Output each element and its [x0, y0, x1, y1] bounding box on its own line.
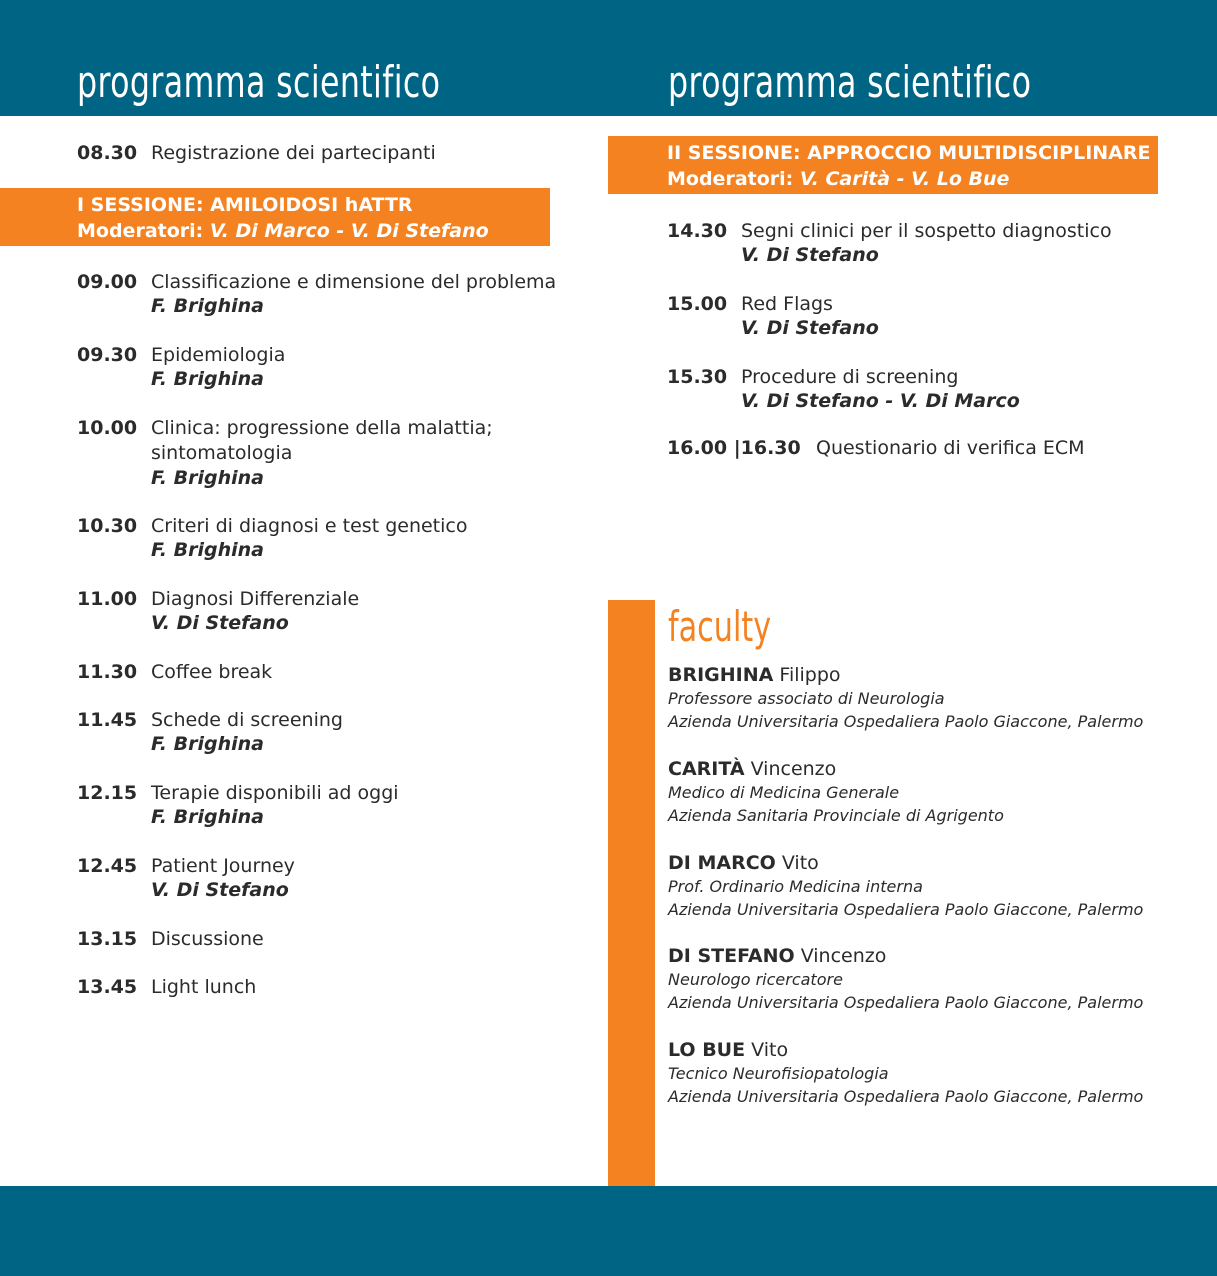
- faculty-member: [668, 757, 1004, 827]
- time: 09.00: [77, 271, 138, 293]
- title: Patient Journey: [151, 855, 295, 877]
- surname: BRIGHINA: [668, 664, 774, 686]
- title: Criteri di diagnosi e test genetico: [151, 515, 468, 537]
- moderators-names: V. Carità - V. Lo Bue: [799, 168, 1010, 190]
- title: Discussione: [151, 928, 264, 950]
- time: 16.00 |16.30: [667, 437, 801, 459]
- title: Epidemiologia: [151, 344, 286, 366]
- speaker: V. Di Stefano - V. Di Marco: [741, 390, 1020, 412]
- title: Terapie disponibili ad oggi: [151, 782, 399, 804]
- speaker: V. Di Stefano: [151, 879, 289, 901]
- time: 10.30: [77, 515, 138, 537]
- time: 09.30: [77, 344, 138, 366]
- title: Questionario di verifica ECM: [816, 437, 1085, 459]
- time: 08.30: [77, 142, 138, 164]
- session-1-header: [0, 188, 550, 246]
- session-moderators: [667, 166, 1158, 192]
- page-title-right: programma scientifico: [668, 57, 1032, 108]
- time: 11.30: [77, 661, 138, 683]
- title: Red Flags: [741, 293, 833, 315]
- member-name: [668, 757, 1004, 781]
- surname: DI STEFANO: [668, 945, 795, 967]
- first-name: Vincenzo: [750, 758, 837, 780]
- surname: CARITÀ: [668, 758, 745, 780]
- speaker: F. Brighina: [151, 806, 264, 828]
- title: Registrazione dei partecipanti: [151, 142, 436, 164]
- title: Light lunch: [151, 976, 257, 998]
- title: Diagnosi Differenziale: [151, 588, 360, 610]
- member-institution: Azienda Universitaria Ospedaliera Paolo Giaccone, Palermo: [668, 900, 1144, 919]
- member-institution: Azienda Universitaria Ospedaliera Paolo Giaccone, Palermo: [668, 993, 1144, 1012]
- time: 10.00: [77, 417, 138, 439]
- first-name: Vito: [781, 852, 819, 874]
- time: 15.30: [667, 366, 728, 388]
- faculty-accent-bar: [608, 600, 655, 1186]
- time: 12.45: [77, 855, 138, 877]
- speaker: V. Di Stefano: [741, 244, 879, 266]
- member-institution: Azienda Universitaria Ospedaliera Paolo Giaccone, Palermo: [668, 712, 1144, 731]
- time: 13.45: [77, 976, 138, 998]
- time: 12.15: [77, 782, 138, 804]
- member-institution: Azienda Sanitaria Provinciale di Agrigento: [668, 806, 1004, 825]
- member-role: Professore associato di Neurologia: [668, 689, 945, 708]
- session-moderators: [77, 218, 550, 244]
- title: Schede di screening: [151, 709, 343, 731]
- member-institution: Azienda Universitaria Ospedaliera Paolo Giaccone, Palermo: [668, 1087, 1144, 1106]
- moderators-label: Moderatori:: [77, 220, 204, 242]
- session-2-header: [608, 136, 1158, 194]
- member-name: [668, 851, 1143, 875]
- member-name: [668, 663, 1143, 687]
- first-name: Filippo: [779, 664, 841, 686]
- time: 15.00: [667, 293, 728, 315]
- title: Classificazione e dimensione del problema: [151, 271, 557, 293]
- faculty-member: [668, 851, 1143, 921]
- moderators-names: V. Di Marco - V. Di Stefano: [209, 220, 489, 242]
- speaker: F. Brighina: [151, 467, 264, 489]
- footer-band: [0, 1186, 1217, 1276]
- speaker: V. Di Stefano: [151, 612, 289, 634]
- member-role: Tecnico Neurofisiopatologia: [668, 1064, 889, 1083]
- moderators-label: Moderatori:: [667, 168, 794, 190]
- time: 11.45: [77, 709, 138, 731]
- speaker: F. Brighina: [151, 539, 264, 561]
- speaker: V. Di Stefano: [741, 317, 879, 339]
- title-line-2: sintomatologia: [151, 442, 293, 464]
- faculty-member: [668, 1038, 1143, 1108]
- member-role: Medico di Medicina Generale: [668, 783, 900, 802]
- title: Clinica: progressione della malattia;: [151, 417, 493, 439]
- title: Coffee break: [151, 661, 273, 683]
- faculty-member: [668, 944, 1143, 1014]
- speaker: F. Brighina: [151, 368, 264, 390]
- faculty-member: [668, 663, 1143, 733]
- time: 14.30: [667, 220, 728, 242]
- title: Procedure di screening: [741, 366, 959, 388]
- title: Segni clinici per il sospetto diagnostico: [741, 220, 1112, 242]
- surname: DI MARCO: [668, 852, 776, 874]
- page-title-left: programma scientifico: [77, 57, 441, 108]
- session-title: I SESSIONE: AMILOIDOSI hATTR: [77, 194, 413, 216]
- speaker: F. Brighina: [151, 733, 264, 755]
- member-role: Neurologo ricercatore: [668, 970, 843, 989]
- faculty-title: faculty: [668, 602, 772, 651]
- member-role: Prof. Ordinario Medicina interna: [668, 877, 923, 896]
- member-name: [668, 1038, 1143, 1062]
- first-name: Vincenzo: [800, 945, 887, 967]
- session-title: II SESSIONE: APPROCCIO MULTIDISCIPLINARE: [667, 142, 1151, 164]
- first-name: Vito: [751, 1039, 789, 1061]
- speaker: F. Brighina: [151, 295, 264, 317]
- member-name: [668, 944, 1143, 968]
- time: 13.15: [77, 928, 138, 950]
- time: 11.00: [77, 588, 138, 610]
- surname: LO BUE: [668, 1039, 746, 1061]
